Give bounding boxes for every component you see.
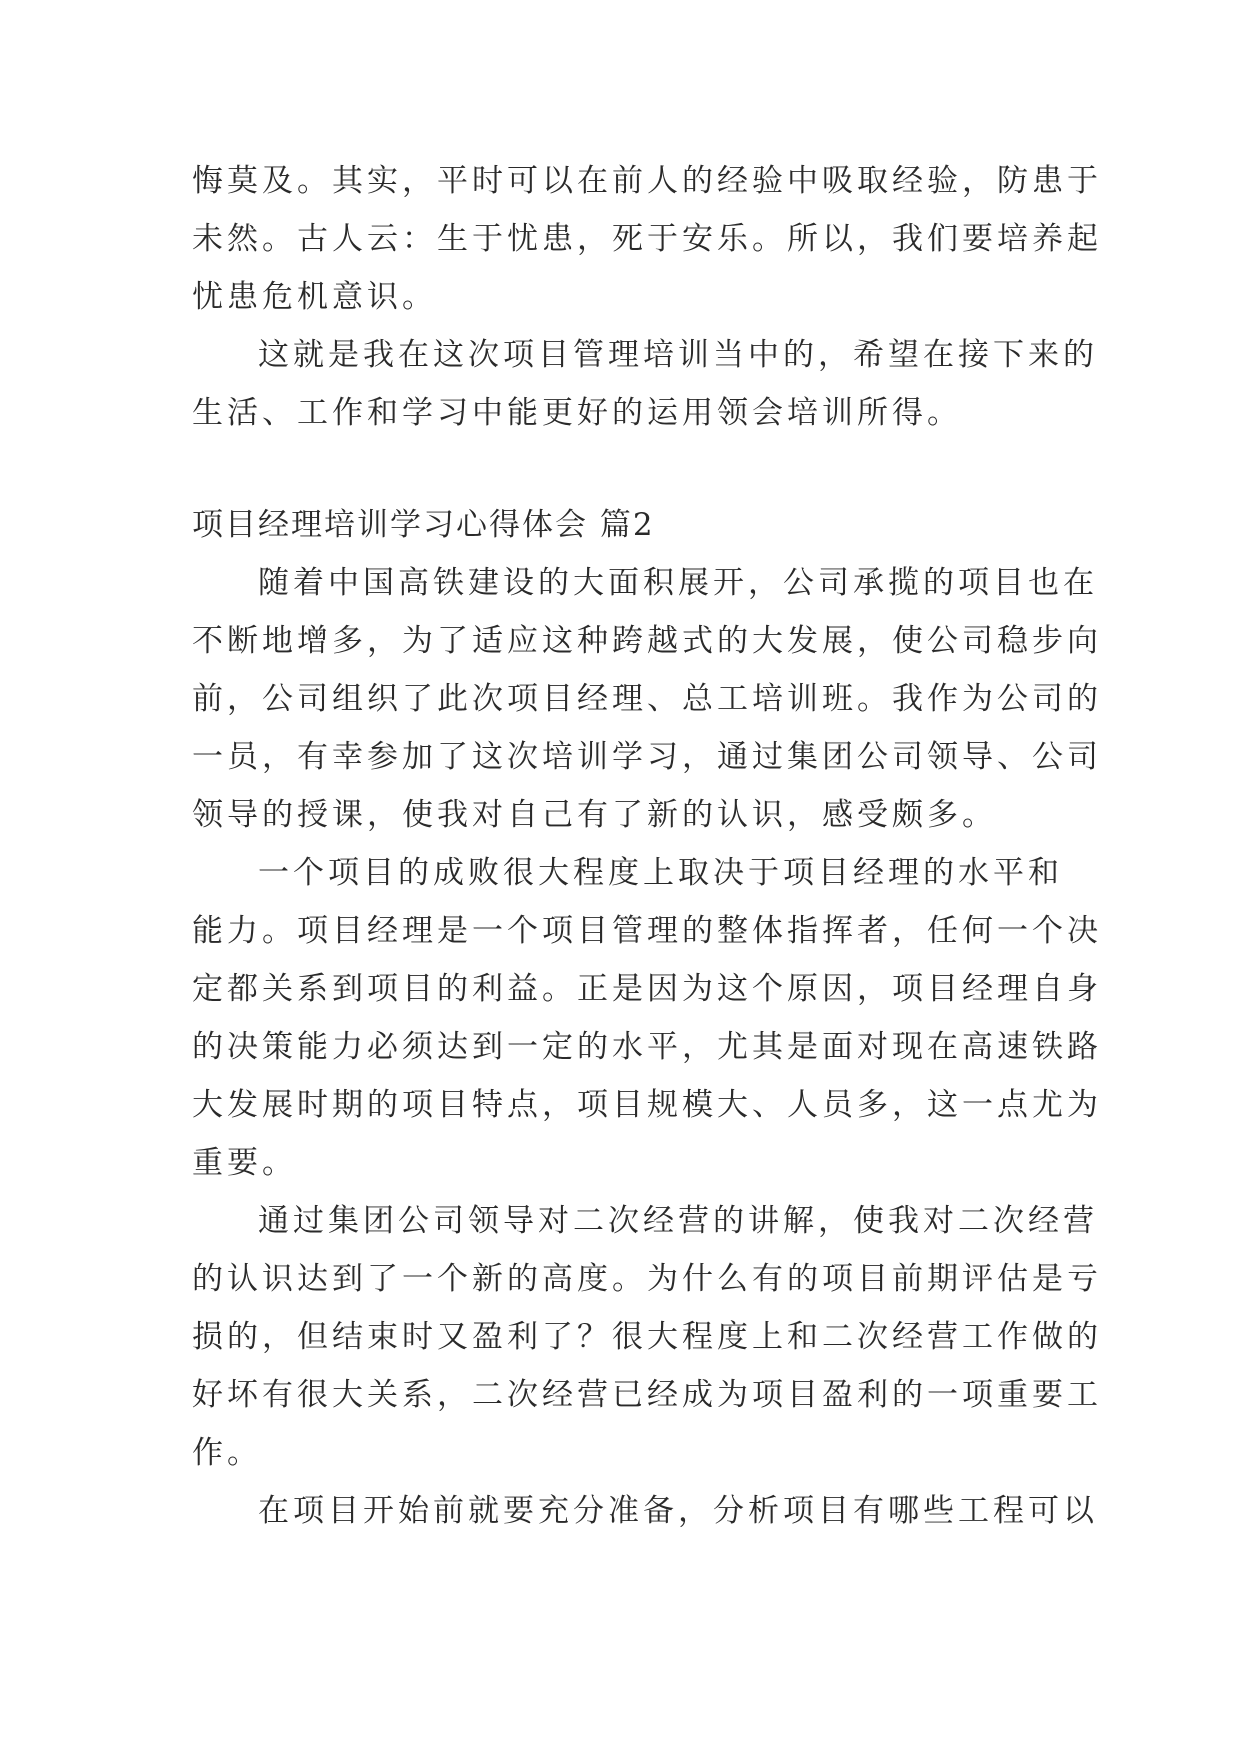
section-heading: 项目经理培训学习心得体会 篇2 bbox=[192, 507, 655, 543]
text-line: 能力。项目经理是一个项目管理的整体指挥者，任何一个决 bbox=[192, 913, 1102, 949]
text-line: 不断地增多，为了适应这种跨越式的大发展，使公司稳步向 bbox=[192, 623, 1102, 659]
text-line: 领导的授课，使我对自己有了新的认识，感受颇多。 bbox=[192, 797, 997, 833]
paragraph bbox=[192, 554, 1102, 844]
text-line: 未然。古人云：生于忧患，死于安乐。所以，我们要培养起 bbox=[192, 221, 1102, 257]
paragraph bbox=[192, 1192, 1102, 1482]
text-line: 的决策能力必须达到一定的水平，尤其是面对现在高速铁路 bbox=[192, 1029, 1102, 1065]
text-line: 随着中国高铁建设的大面积展开，公司承揽的项目也在 bbox=[258, 565, 1098, 601]
text-line: 这就是我在这次项目管理培训当中的，希望在接下来的 bbox=[258, 337, 1098, 373]
paragraph bbox=[192, 152, 1102, 326]
text-line: 大发展时期的项目特点，项目规模大、人员多，这一点尤为 bbox=[192, 1087, 1102, 1123]
text-line: 作。 bbox=[192, 1435, 262, 1471]
text-line: 悔莫及。其实，平时可以在前人的经验中吸取经验，防患于 bbox=[192, 163, 1102, 199]
text-line: 一个项目的成败很大程度上取决于项目经理的水平和 bbox=[258, 855, 1063, 891]
document-body bbox=[192, 152, 1102, 1540]
section-spacer bbox=[192, 442, 1050, 496]
text-line: 一员，有幸参加了这次培训学习，通过集团公司领导、公司 bbox=[192, 739, 1102, 775]
text-line: 通过集团公司领导对二次经营的讲解，使我对二次经营 bbox=[258, 1203, 1098, 1239]
text-line: 定都关系到项目的利益。正是因为这个原因，项目经理自身 bbox=[192, 971, 1102, 1007]
text-line: 生活、工作和学习中能更好的运用领会培训所得。 bbox=[192, 395, 962, 431]
paragraph bbox=[192, 1482, 1098, 1540]
text-line: 前，公司组织了此次项目经理、总工培训班。我作为公司的 bbox=[192, 681, 1102, 717]
text-line: 好坏有很大关系，二次经营已经成为项目盈利的一项重要工 bbox=[192, 1377, 1102, 1413]
text-line: 的认识达到了一个新的高度。为什么有的项目前期评估是亏 bbox=[192, 1261, 1102, 1297]
paragraph bbox=[192, 844, 1102, 1192]
text-line: 损的，但结束时又盈利了？很大程度上和二次经营工作做的 bbox=[192, 1319, 1102, 1355]
text-line: 在项目开始前就要充分准备，分析项目有哪些工程可以 bbox=[258, 1493, 1098, 1529]
text-line: 重要。 bbox=[192, 1145, 297, 1181]
paragraph bbox=[192, 326, 1098, 442]
text-line: 忧患危机意识。 bbox=[192, 279, 437, 315]
